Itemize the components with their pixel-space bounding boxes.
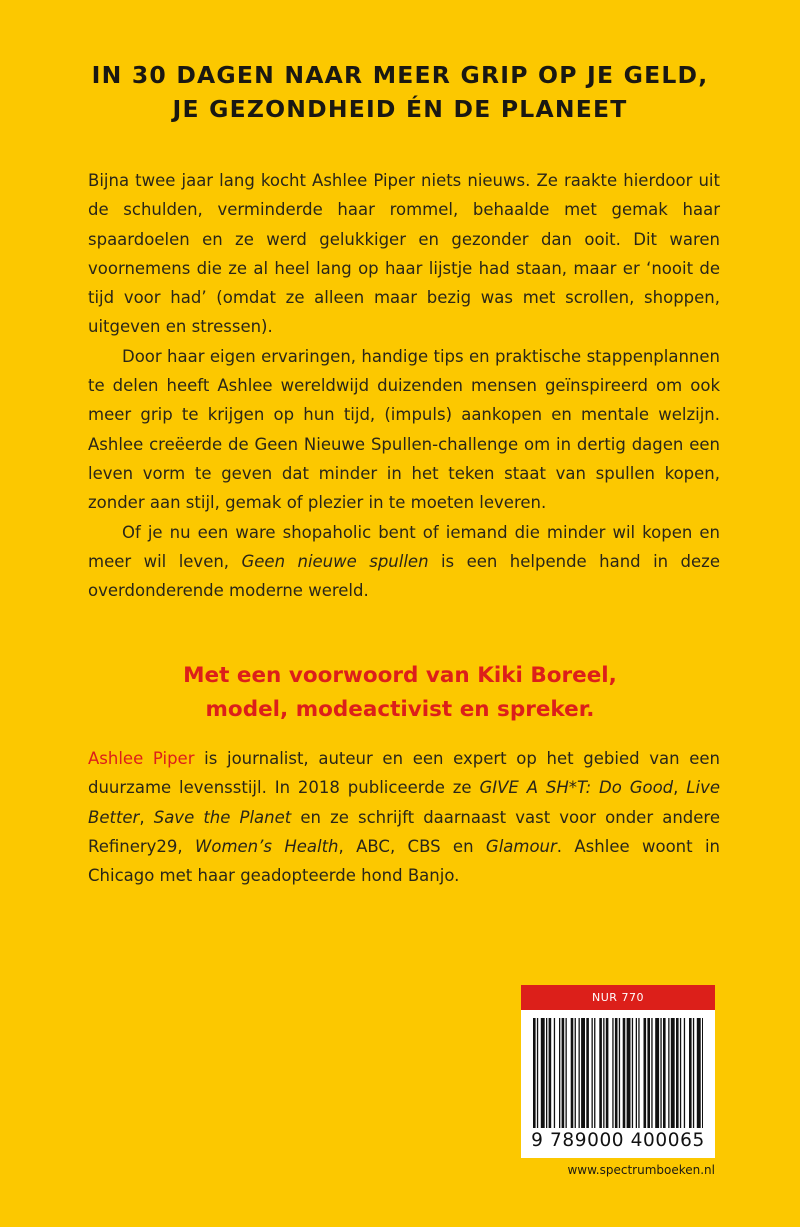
blurb-p3-start: Of je nu een ware shopaholic bent of iemand die minder wil kopen en meer wil leven,: [88, 522, 720, 571]
bio-text-6: . Ashlee woont in Chicago met haar geadopteerde hond Banjo.: [88, 836, 720, 886]
bio-text-4: en ze schrijft daarnaast vast voor onder andere Refinery29,: [88, 807, 720, 856]
bio-magazine-1: Women’s Health: [195, 836, 339, 856]
bio-text-2: ,: [673, 778, 687, 798]
headline-line-2: JE GEZONDHEID ÉN DE PLANEET: [172, 95, 628, 123]
author-bio: [88, 744, 720, 890]
blurb-paragraph-2: Door haar eigen ervaringen, handige tips en praktische stappenplannen te delen heeft Ashlee wereldwijd duizenden mensen geïnspireerd om ook meer grip te krijgen op hun tijd, (impuls) aankopen en mentale welzijn. Ashlee creëerde de Geen Nieuwe Spullen-challenge om in dertig dagen een leven vorm te geven dat minder in het teken staat van spullen kopen, zonder aan stijl, gemak of plezier in te moeten leveren.: [88, 346, 720, 513]
bio-text-1: is journalist, auteur en een expert op het gebied van een duurzame levensstijl. In 2018 publiceerde ze: [88, 749, 721, 798]
blurb-p3-end: is een helpende hand in deze overdonderende moderne wereld.: [88, 551, 720, 601]
foreword-note: [0, 659, 800, 727]
blurb-text: [88, 166, 720, 605]
author-bio-paragraph: [88, 744, 720, 890]
nur-label: NUR 770: [521, 985, 715, 1010]
bio-book-3: Save the Planet: [153, 807, 292, 827]
publisher-website: www.spectrumboeken.nl: [567, 1163, 715, 1177]
blurb-paragraph-1: Bijna twee jaar lang kocht Ashlee Piper niets nieuws. Ze raakte hierdoor uit de schulden, verminderde haar rommel, behaalde met gemak haar spaardoelen en ze werd gelukkiger en gezonder dan ooit. Dit waren voornemens die ze al heel lang op haar lijstje had staan, maar er ‘nooit de tijd voor had’ (omdat ze alleen maar bezig was met scrollen, shoppen, uitgeven en stressen).: [88, 171, 720, 337]
isbn-number: 9 789000 400065: [531, 1130, 705, 1151]
headline-line-1: IN 30 DAGEN NAAR MEER GRIP OP JE GELD,: [91, 61, 709, 89]
blurb-paragraph-3: [88, 518, 720, 606]
headline: [0, 58, 800, 126]
bio-book-1: GIVE A SH*T: Do Good: [479, 778, 674, 798]
bio-text-5: , ABC, CBS en: [338, 836, 486, 856]
bio-book-2: Live Better: [88, 778, 720, 827]
bio-text-3: ,: [139, 807, 154, 827]
foreword-line-2: model, modeactivist en spreker.: [205, 697, 595, 722]
author-name: Ashlee Piper: [88, 749, 195, 768]
bio-magazine-2: Glamour: [485, 836, 557, 856]
barcode: [521, 1010, 715, 1158]
book-title: Geen nieuwe spullen: [241, 551, 429, 571]
foreword-line-1: Met een voorwoord van Kiki Boreel,: [183, 663, 617, 688]
